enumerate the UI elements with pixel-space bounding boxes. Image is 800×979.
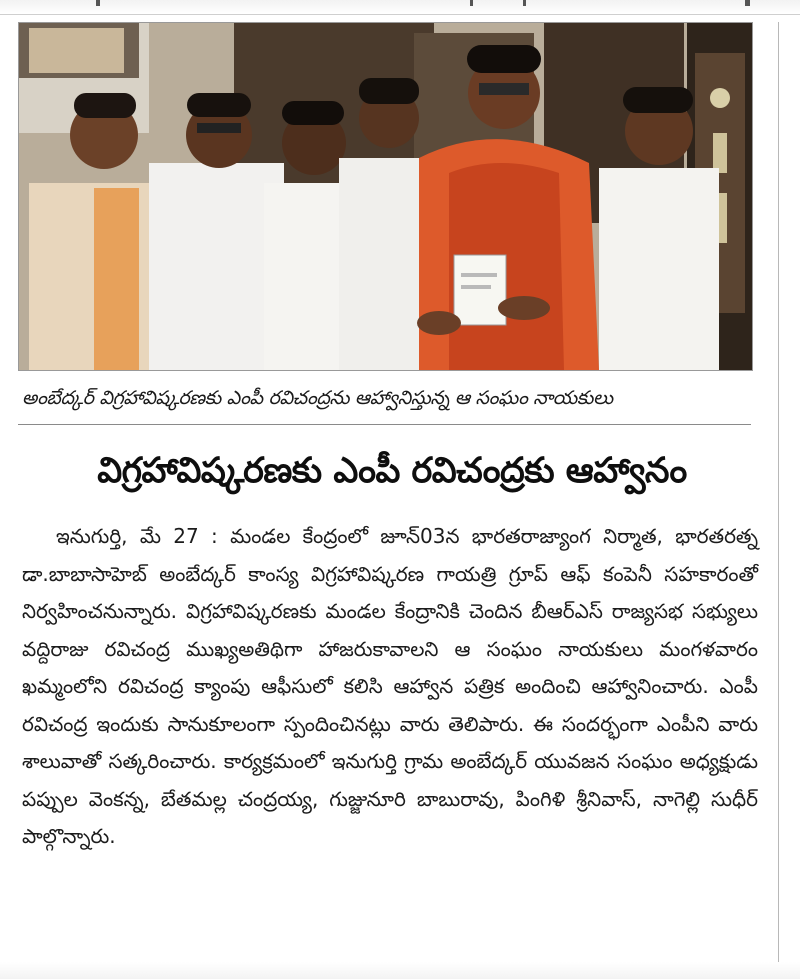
article-headline: విగ్రహావిష్కరణకు ఎంపీ రవిచంద్రకు ఆహ్వానం [97, 451, 687, 491]
article-body [22, 518, 758, 856]
column-divider [778, 22, 779, 979]
article-paragraph: ఇనుగుర్తి, మే 27 : మండల కేంద్రంలో జూన్03న భారతరాజ్యాంగ నిర్మాత, భారతరత్న డా.బాబాసాహెబ్ అంబేద్కర్ కాంస్య విగ్రహావిష్కరణ గాయత్రి గ్రూప్ ఆఫ్ కంపెనీ సహకారంతో నిర్వహించనున్నారు. విగ్రహావిష్కరణకు మండల కేంద్రానికి చెందిన బీఆర్ఎస్ రాజ్యసభ సభ్యులు వద్దిరాజు రవిచంద్ర ముఖ్యఅతిథిగా హాజరుకావాలని ఆ సంఘం నాయకులు మంగళవారం ఖమ్మంలోని రవిచంద్ర క్యాంపు ఆఫీసులో కలిసి ఆహ్వాన పత్రిక అందించి ఆహ్వానించారు. ఎంపీ రవిచంద్ర ఇందుకు సానుకూలంగా స్పందించినట్లు వారు తెలిపారు. ఈ సందర్భంగా ఎంపీని వారు శాలువాతో సత్కరించారు. కార్యక్రమంలో ఇనుగుర్తి గ్రామ అంబేద్కర్ యువజన సంఘం అధ్యక్షుడు పప్పుల వెంకన్న, బేతమల్ల చంద్రయ్య, గుజ్జునూరి బాబురావు, పింగిళి శ్రీనివాస్, నాగెల్లి సుధీర్ పాల్గొన్నారు. [22, 524, 758, 848]
clipped-bottom-edge [0, 962, 800, 979]
news-photo [18, 22, 753, 371]
caption-divider [18, 424, 751, 425]
clipped-top-edge [0, 0, 800, 15]
photo-caption: అంబేద్కర్ విగ్రహావిష్కరణకు ఎంపీ రవిచంద్రను ఆహ్వానిస్తున్న ఆ సంఘం నాయకులు [22, 387, 613, 409]
